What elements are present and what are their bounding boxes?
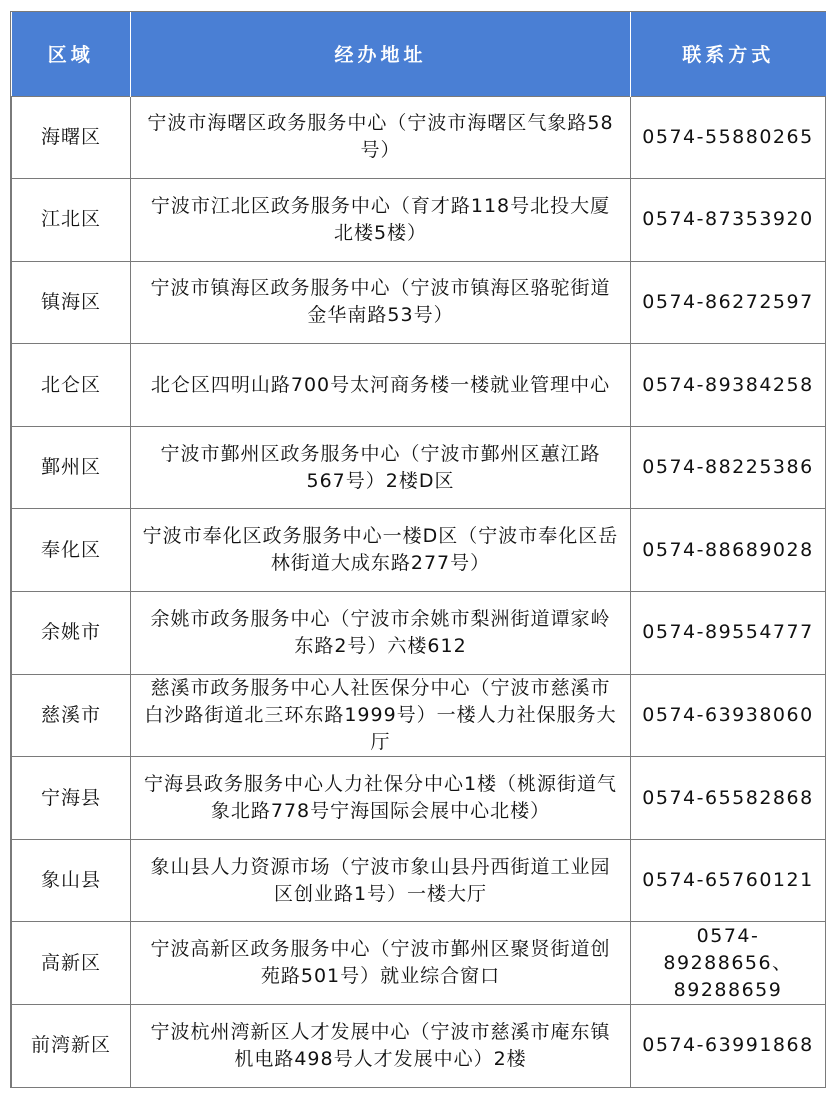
table-row	[12, 261, 826, 344]
header-address: 经办地址	[131, 12, 631, 96]
region-cell: 象山县	[12, 839, 131, 922]
region-cell: 余姚市	[12, 592, 131, 675]
phone-cell	[631, 592, 826, 675]
phone-number: 0574-55880265	[642, 125, 814, 148]
phone-number: 0574-88689028	[642, 538, 814, 561]
table-row	[12, 344, 826, 427]
service-center-table-frame	[10, 11, 826, 1088]
address-cell: 宁波市江北区政务服务中心（育才路118号北投大厦北楼5楼）	[131, 179, 631, 262]
phone-number: 0574-88225386	[642, 456, 814, 479]
address-cell: 宁波市鄞州区政务服务中心（宁波市鄞州区蕙江路567号）2楼D区	[131, 426, 631, 509]
phone-number: 0574-86272597	[642, 290, 814, 313]
phone-cell	[631, 96, 826, 179]
address-cell: 宁波市海曙区政务服务中心（宁波市海曙区气象路58号）	[131, 96, 631, 179]
table-body	[12, 96, 826, 1087]
region-cell: 江北区	[12, 179, 131, 262]
address-cell: 宁波杭州湾新区人才发展中心（宁波市慈溪市庵东镇机电路498号人才发展中心）2楼	[131, 1005, 631, 1088]
phone-number: 0574-63991868	[642, 1034, 814, 1057]
region-cell: 奉化区	[12, 509, 131, 592]
phone-cell	[631, 179, 826, 262]
table-row	[12, 509, 826, 592]
phone-cell	[631, 261, 826, 344]
phone-number: 0574-87353920	[642, 208, 814, 231]
phone-cell	[631, 757, 826, 840]
header-contact: 联系方式	[631, 12, 826, 96]
phone-number: 89288659	[673, 978, 783, 1001]
table-row	[12, 179, 826, 262]
phone-cell	[631, 1005, 826, 1088]
address-cell: 宁波高新区政务服务中心（宁波市鄞州区聚贤街道创苑路501号）就业综合窗口	[131, 922, 631, 1005]
phone-number: 0574-89384258	[642, 373, 814, 396]
phone-cell	[631, 674, 826, 757]
region-cell: 宁海县	[12, 757, 131, 840]
region-cell: 前湾新区	[12, 1005, 131, 1088]
address-cell: 北仑区四明山路700号太河商务楼一楼就业管理中心	[131, 344, 631, 427]
table-row	[12, 922, 826, 1005]
phone-number: 0574-63938060	[642, 703, 814, 726]
phone-number: 0574-65760121	[642, 869, 814, 892]
phone-cell	[631, 839, 826, 922]
address-cell: 慈溪市政务服务中心人社医保分中心（宁波市慈溪市白沙路街道北三环东路1999号）一楼人力社保服务大厅	[131, 674, 631, 757]
phone-cell	[631, 344, 826, 427]
table-row	[12, 674, 826, 757]
region-cell: 海曙区	[12, 96, 131, 179]
table-row	[12, 426, 826, 509]
service-center-table	[11, 12, 826, 1088]
region-cell: 镇海区	[12, 261, 131, 344]
address-cell: 宁海县政务服务中心人力社保分中心1楼（桃源街道气象北路778号宁海国际会展中心北楼）	[131, 757, 631, 840]
table-row	[12, 592, 826, 675]
header-row	[12, 12, 826, 96]
phone-cell	[631, 426, 826, 509]
table-row	[12, 1005, 826, 1088]
address-cell: 宁波市奉化区政务服务中心一楼D区（宁波市奉化区岳林街道大成东路277号）	[131, 509, 631, 592]
phone-cell	[631, 922, 826, 1005]
address-cell: 余姚市政务服务中心（宁波市余姚市梨洲街道谭家岭东路2号）六楼612	[131, 592, 631, 675]
table-row	[12, 96, 826, 179]
phone-number: 0574-65582868	[642, 786, 814, 809]
header-region: 区域	[12, 12, 131, 96]
phone-number: 0574-89288656、	[663, 924, 793, 974]
region-cell: 北仑区	[12, 344, 131, 427]
address-cell: 象山县人力资源市场（宁波市象山县丹西街道工业园区创业路1号）一楼大厅	[131, 839, 631, 922]
phone-number: 0574-89554777	[642, 621, 814, 644]
table-header	[12, 12, 826, 96]
region-cell: 慈溪市	[12, 674, 131, 757]
address-cell: 宁波市镇海区政务服务中心（宁波市镇海区骆驼街道金华南路53号）	[131, 261, 631, 344]
phone-cell	[631, 509, 826, 592]
region-cell: 高新区	[12, 922, 131, 1005]
region-cell: 鄞州区	[12, 426, 131, 509]
table-row	[12, 757, 826, 840]
table-row	[12, 839, 826, 922]
